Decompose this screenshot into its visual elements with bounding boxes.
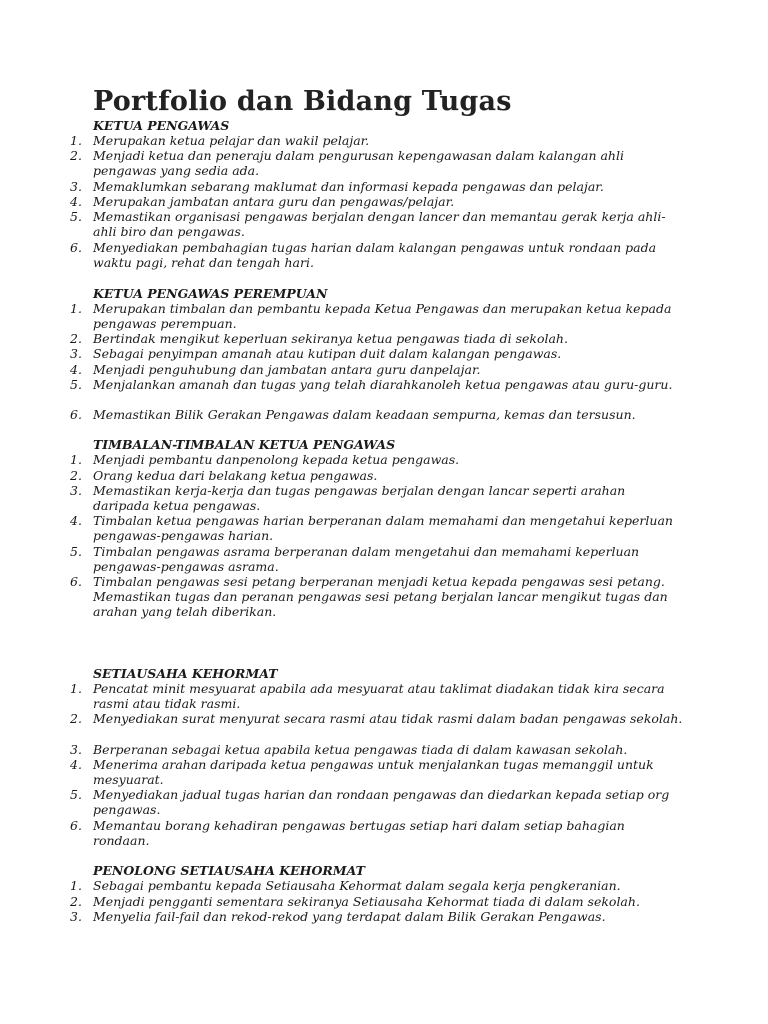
list-text: Memastikan organisasi pengawas berjalan dengan lancer dan memantau gerak kerja ahli-ahli biro dan pengawas. [93,209,666,240]
list-number: 1. [70,301,82,316]
list-number: 1. [70,681,82,696]
section-heading-setiausaha-kehormat: SETIAUSAHA KEHORMAT [93,666,278,681]
list-number: 2. [70,894,82,909]
list-text: Bertindak mengikut keperluan sekiranya ketua pengawas tiada di sekolah. [93,331,568,346]
list-text: Merupakan timbalan dan pembantu kepada Ketua Pengawas dan merupakan ketua kepada pengawas perempuan. [93,301,672,332]
list-number: 2. [70,148,82,163]
list-number: 3. [70,909,82,924]
list-number: 4. [70,757,82,772]
list-text: Merupakan jambatan antara guru dan pengawas/pelajar. [93,194,455,209]
list-number: 5. [70,787,82,802]
page-title: Portfolio dan Bidang Tugas [93,86,512,117]
list-text: Memastikan Bilik Gerakan Pengawas dalam keadaan sempurna, kemas dan tersusun. [93,407,636,422]
section-heading-timbalan-ketua-pengawas: TIMBALAN-TIMBALAN KETUA PENGAWAS [93,437,396,452]
list-text: Menerima arahan daripada ketua pengawas untuk menjalankan tugas memanggil untuk mesyuarat. [93,757,654,788]
list-number: 2. [70,711,82,726]
list-text: Memantau borang kehadiran pengawas bertugas setiap hari dalam setiap bahagian rondaan. [93,818,625,849]
list-text: Menjadi penguhubung dan jambatan antara guru danpelajar. [93,362,481,377]
list-number: 4. [70,513,82,528]
list-text: Berperanan sebagai ketua apabila ketua pengawas tiada di dalam kawasan sekolah. [93,742,628,757]
list-number: 6. [70,240,82,255]
list-number: 5. [70,377,82,392]
list-text: Menjadi pengganti sementara sekiranya Setiausaha Kehormat tiada di dalam sekolah. [93,894,640,909]
list-number: 4. [70,362,82,377]
list-number: 5. [70,209,82,224]
list-text: Memastikan kerja-kerja dan tugas pengawas berjalan dengan lancar seperti arahan daripada ketua pengawas. [93,483,626,514]
list-text: Timbalan ketua pengawas harian berperanan dalam memahami dan mengetahui keperluan pengawas-pengawas harian. [93,513,673,544]
list-text: Menyediakan pembahagian tugas harian dalam kalangan pengawas untuk rondaan pada waktu pagi, rehat dan tengah hari. [93,240,657,271]
list-number: 2. [70,468,82,483]
list-text: Menjadi pembantu danpenolong kepada ketua pengawas. [93,452,460,467]
list-text: Timbalan pengawas asrama berperanan dalam mengetahui dan memahami keperluan pengawas-pengawas asrama. [93,544,640,575]
list-number: 4. [70,194,82,209]
section-heading-ketua-pengawas: KETUA PENGAWAS [93,118,230,133]
list-number: 6. [70,574,82,589]
list-text: Menyediakan jadual tugas harian dan rondaan pengawas dan diedarkan kepada setiap org pengawas. [93,787,670,818]
list-text: Memaklumkan sebarang maklumat dan informasi kepada pengawas dan pelajar. [93,179,604,194]
list-number: 6. [70,407,82,422]
list-number: 2. [70,331,82,346]
list-number: 1. [70,878,82,893]
list-number: 1. [70,133,82,148]
list-number: 6. [70,818,82,833]
list-text: Menjalankan amanah dan tugas yang telah diarahkanoleh ketua pengawas atau guru-guru. [93,377,673,392]
list-text: Menyelia fail-fail dan rekod-rekod yang terdapat dalam Bilik Gerakan Pengawas. [93,909,606,924]
list-text: Pencatat minit mesyuarat apabila ada mesyuarat atau taklimat diadakan tidak kira secara rasmi atau tidak rasmi. [93,681,665,712]
list-text: Orang kedua dari belakang ketua pengawas. [93,468,378,483]
list-text: Sebagai pembantu kepada Setiausaha Kehormat dalam segala kerja pengkeranian. [93,878,621,893]
section-heading-ketua-pengawas-perempuan: KETUA PENGAWAS PEREMPUAN [93,286,328,301]
list-text: Timbalan pengawas sesi petang berperanan menjadi ketua kepada pengawas sesi petang. Memastikan tugas dan peranan pengawas sesi petang berjalan lancar mengikut tugas dan arahan yang telah diberikan. [93,574,668,620]
list-number: 3. [70,346,82,361]
list-number: 5. [70,544,82,559]
list-number: 3. [70,179,82,194]
list-text: Merupakan ketua pelajar dan wakil pelajar. [93,133,370,148]
list-text: Menyediakan surat menyurat secara rasmi atau tidak rasmi dalam badan pengawas sekolah. [93,711,683,726]
section-heading-penolong-setiausaha-kehormat: PENOLONG SETIAUSAHA KEHORMAT [93,863,365,878]
list-text: Menjadi ketua dan peneraju dalam pengurusan kepengawasan dalam kalangan ahli pengawas yang sedia ada. [93,148,624,179]
list-number: 3. [70,483,82,498]
list-number: 3. [70,742,82,757]
list-text: Sebagai penyimpan amanah atau kutipan duit dalam kalangan pengawas. [93,346,562,361]
list-number: 1. [70,452,82,467]
